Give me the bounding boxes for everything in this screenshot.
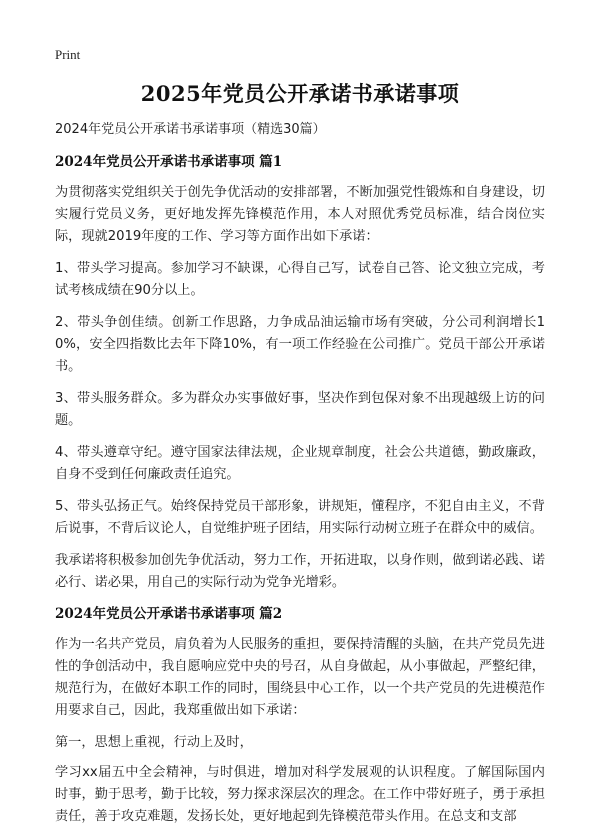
document-subtitle: 2024年党员公开承诺书承诺事项（精选30篇） [55,122,326,137]
paragraph: 学习xx届五中全会精神，与时俱进，增加对科学发展观的认识程度。了解国际国内时事，勤于思考，勤于比较，努力探求深层次的理念。在工作中带好班子，勇于承担责任，善于攻克难题，发扬长处，更好地起到先锋模范带头作用。在总支和支部 [55,765,545,824]
section-heading-2: 2024年党员公开承诺书承诺事项 篇2 [55,606,283,622]
document-body [55,120,545,838]
paragraph: 作为一名共产党员，肩负着为人民服务的重担，要保持清醒的头脑，在共产党员先进性的争创活动中，我自愿响应党中央的号召，从自身做起，从小事做起，严整纪律，规范行为，在做好本职工作的同时，围绕县中心工作，以一个共产党员的先进模范作用要求自己，因此，我郑重做出如下承诺： [55,637,545,718]
print-link[interactable]: Print [55,47,81,62]
paragraph: 第一，思想上重视，行动上及时， [55,735,253,750]
section-heading-1: 2024年党员公开承诺书承诺事项 篇1 [55,154,283,170]
page-title: 2025年党员公开承诺书承诺事项 [140,81,460,106]
paragraph: 5、带头弘扬正气。始终保持党员干部形象，讲规矩，懂程序，不犯自由主义，不背后说事，不背后议论人，自觉维护班子团结，用实际行动树立班子在群众中的威信。 [55,499,545,536]
paragraph: 我承诺将积极参加创先争优活动，努力工作，开拓进取，以身作则，做到诺必践、诺必行、诺必果，用自己的实际行动为党争光增彩。 [55,553,545,590]
paragraph: 1、带头学习提高。参加学习不缺课，心得自己写，试卷自己答、论文独立完成，考试考核成绩在90分以上。 [55,261,545,298]
paragraph: 4、带头遵章守纪。遵守国家法律法规，企业规章制度，社会公共道德，勤政廉政，自身不受到任何廉政责任追究。 [55,445,545,482]
paragraph: 3、带头服务群众。多为群众办实事做好事，坚决作到包保对象不出现越级上访的问题。 [55,391,545,428]
paragraph: 为贯彻落实党组织关于创先争优活动的安排部署，不断加强党性锻炼和自身建设，切实履行党员义务，更好地发挥先锋模范作用，本人对照优秀党员标准，结合岗位实际，现就2019年度的工作、学习等方面作出如下承诺： [55,185,545,244]
paragraph: 2、带头争创佳绩。创新工作思路，力争成品油运输市场有突破，分公司利润增长10%，安全四指数比去年下降10%，有一项工作经验在公司推广。党员干部公开承诺书。 [55,315,545,374]
